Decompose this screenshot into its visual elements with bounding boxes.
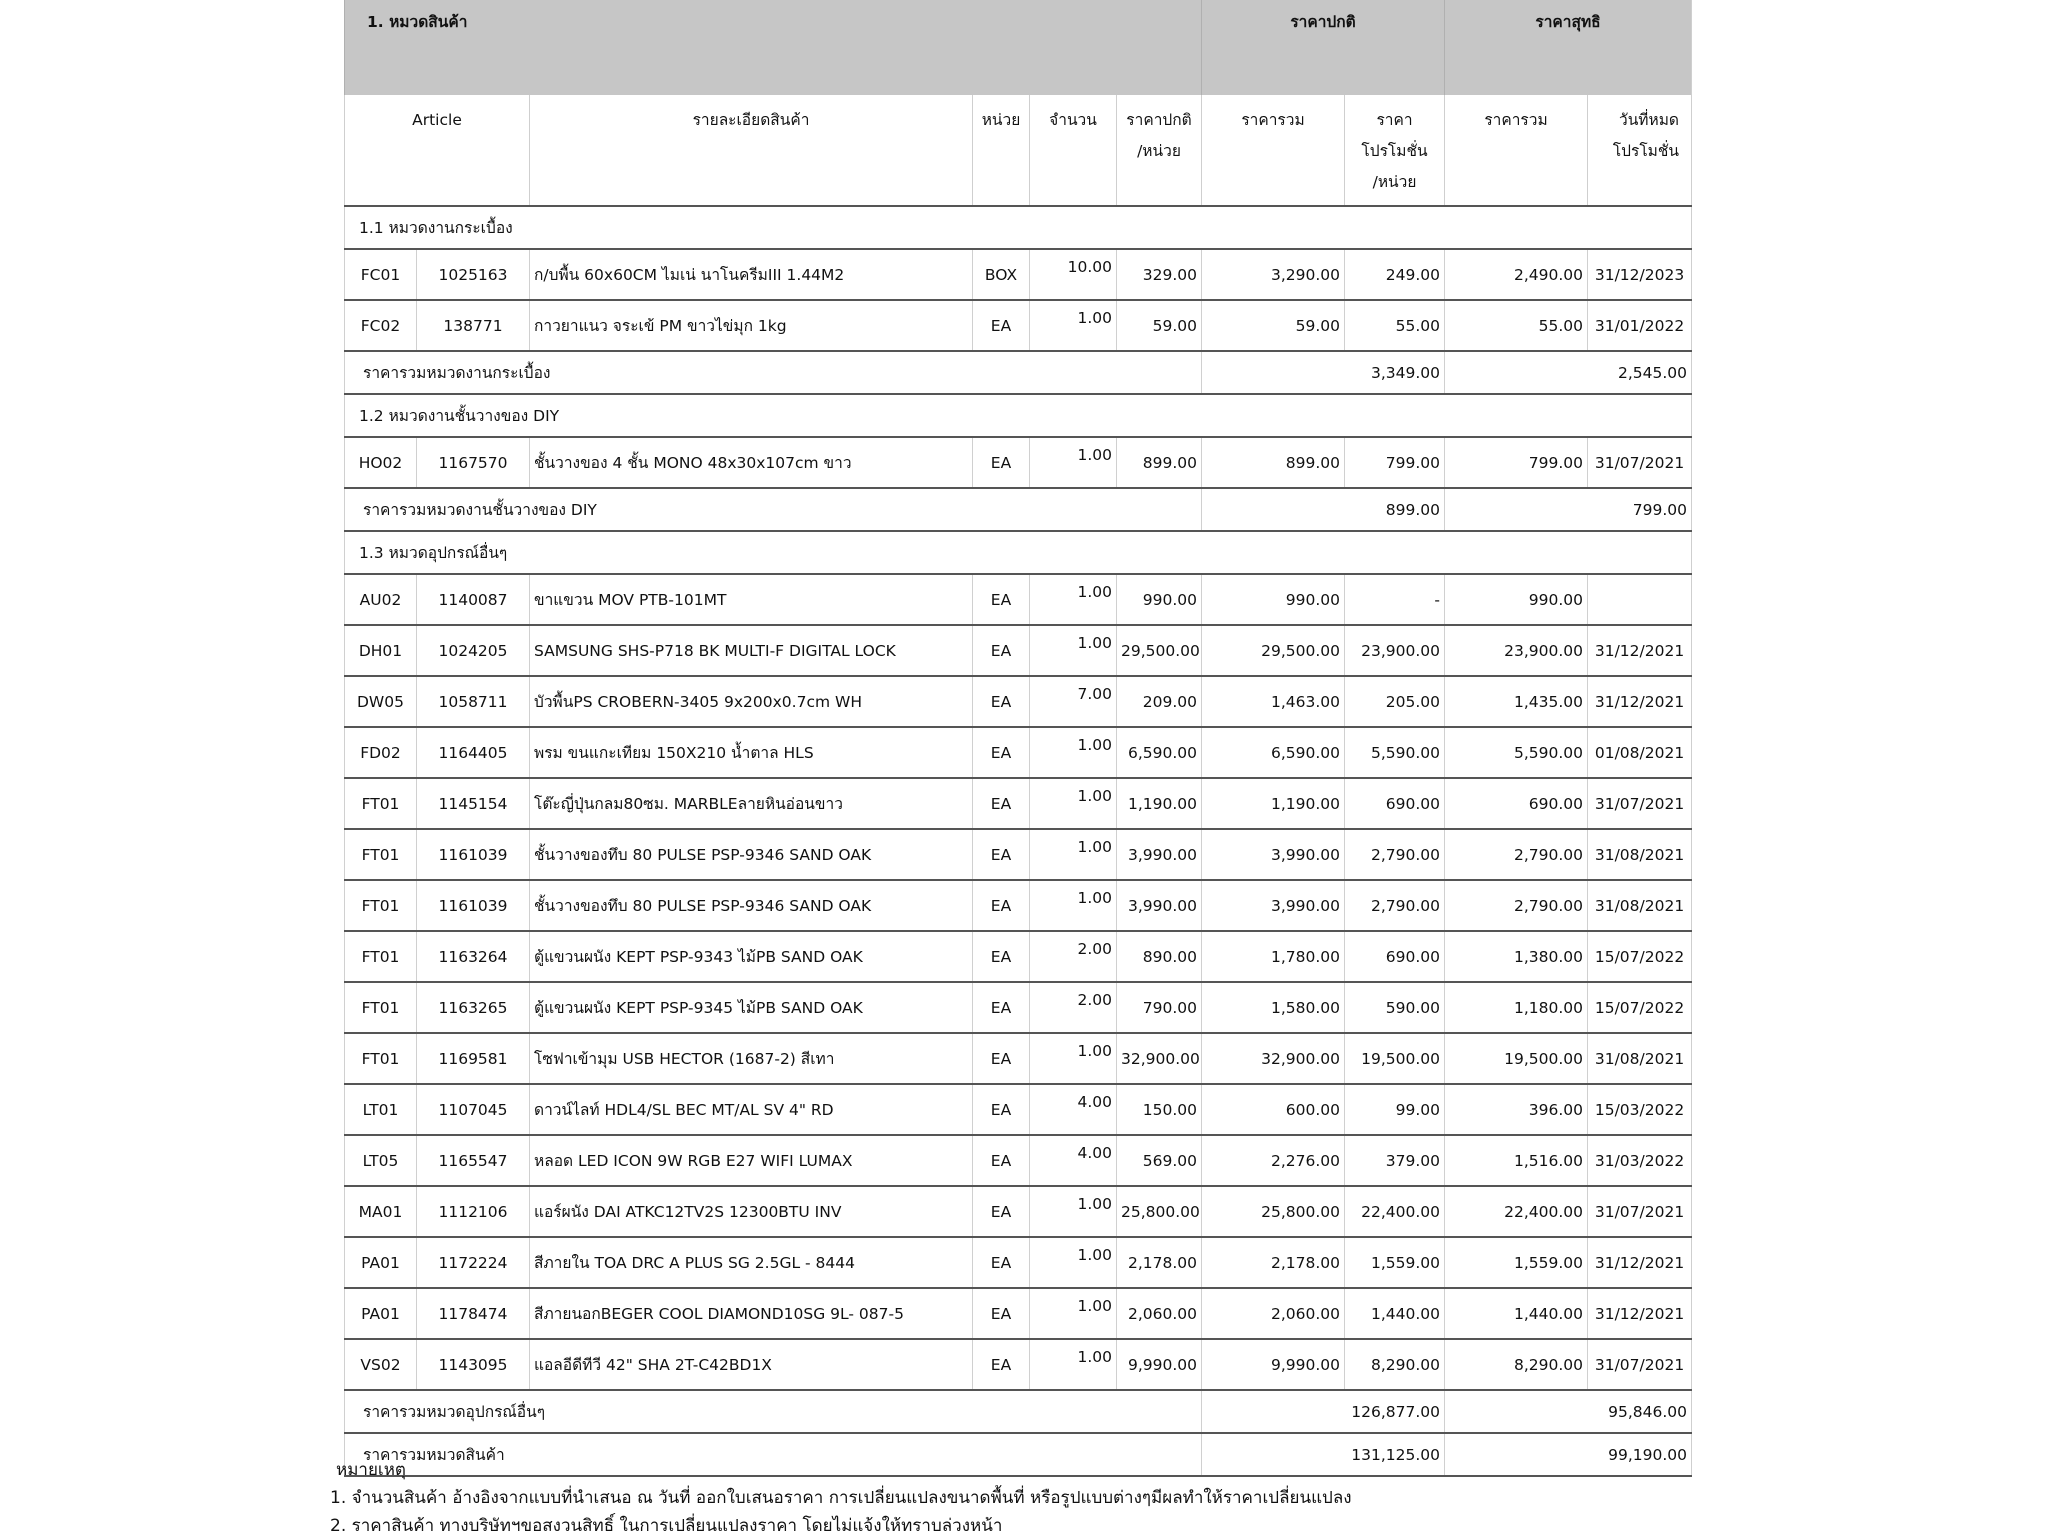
article-column-header: Article (345, 95, 530, 206)
item-total: 29,500.00 (1202, 625, 1345, 676)
item-article: 1164405 (417, 727, 530, 778)
item-description: ชั้นวางของทึบ 80 PULSE PSP-9346 SAND OAK (530, 829, 973, 880)
item-total: 9,990.00 (1202, 1339, 1345, 1390)
item-quantity: 1.00 (1030, 1237, 1117, 1288)
item-unit: EA (973, 625, 1030, 676)
item-code: FC02 (345, 300, 417, 351)
item-description: พรม ขนแกะเทียม 150X210 น้ำตาล HLS (530, 727, 973, 778)
table-header-columns (345, 95, 1692, 206)
item-article: 1161039 (417, 880, 530, 931)
item-article: 1024205 (417, 625, 530, 676)
item-promo-expiry: 31/12/2021 (1588, 1237, 1692, 1288)
item-unit: EA (973, 727, 1030, 778)
net-total-column-header: ราคารวม (1445, 95, 1588, 206)
item-promo-price: 99.00 (1345, 1084, 1445, 1135)
table-row (345, 1186, 1692, 1237)
item-unit: EA (973, 437, 1030, 488)
item-quantity: 4.00 (1030, 1084, 1117, 1135)
item-total: 1,780.00 (1202, 931, 1345, 982)
item-total: 3,990.00 (1202, 829, 1345, 880)
item-quantity: 1.00 (1030, 437, 1117, 488)
remarks-section (330, 1456, 1352, 1540)
grand-total-net: 99,190.00 (1445, 1433, 1692, 1476)
item-total: 25,800.00 (1202, 1186, 1345, 1237)
item-net-total: 5,590.00 (1445, 727, 1588, 778)
item-code: FT01 (345, 931, 417, 982)
item-unit-price: 3,990.00 (1117, 880, 1202, 931)
item-description: ขาแขวน MOV PTB-101MT (530, 574, 973, 625)
item-promo-expiry: 01/08/2021 (1588, 727, 1692, 778)
item-unit-price: 790.00 (1117, 982, 1202, 1033)
item-unit: EA (973, 1186, 1030, 1237)
section-header-row (345, 394, 1692, 437)
item-article: 138771 (417, 300, 530, 351)
item-promo-expiry (1588, 574, 1692, 625)
item-promo-price: 690.00 (1345, 778, 1445, 829)
item-total: 1,190.00 (1202, 778, 1345, 829)
item-quantity: 1.00 (1030, 727, 1117, 778)
subtotal-normal: 899.00 (1202, 488, 1445, 531)
item-unit-price: 890.00 (1117, 931, 1202, 982)
section-header-row (345, 206, 1692, 249)
table-row (345, 437, 1692, 488)
item-unit-price: 29,500.00 (1117, 625, 1202, 676)
item-article: 1140087 (417, 574, 530, 625)
item-quantity: 1.00 (1030, 625, 1117, 676)
item-description: สีภายใน TOA DRC A PLUS SG 2.5GL - 8444 (530, 1237, 973, 1288)
item-total: 1,580.00 (1202, 982, 1345, 1033)
item-promo-expiry: 31/12/2021 (1588, 625, 1692, 676)
item-article: 1165547 (417, 1135, 530, 1186)
item-description: แอลอีดีทีวี 42" SHA 2T-C42BD1X (530, 1339, 973, 1390)
item-promo-price: 2,790.00 (1345, 829, 1445, 880)
subtotal-normal: 3,349.00 (1202, 351, 1445, 394)
grand-total-label: ราคารวมหมวดสินค้า (345, 1433, 1202, 1476)
item-unit-price: 569.00 (1117, 1135, 1202, 1186)
item-code: DW05 (345, 676, 417, 727)
normal-price-group-header: ราคาปกติ (1202, 0, 1445, 95)
item-quantity: 2.00 (1030, 931, 1117, 982)
item-promo-expiry: 31/07/2021 (1588, 1339, 1692, 1390)
item-promo-expiry: 15/07/2022 (1588, 982, 1692, 1033)
item-promo-expiry: 31/12/2021 (1588, 1288, 1692, 1339)
item-unit: EA (973, 574, 1030, 625)
item-unit-price: 2,060.00 (1117, 1288, 1202, 1339)
net-price-group-header: ราคาสุทธิ (1445, 0, 1692, 95)
item-article: 1178474 (417, 1288, 530, 1339)
item-net-total: 2,790.00 (1445, 829, 1588, 880)
item-promo-price: 690.00 (1345, 931, 1445, 982)
item-total: 3,990.00 (1202, 880, 1345, 931)
item-unit: BOX (973, 249, 1030, 300)
quotation-table (344, 0, 1692, 1477)
item-quantity: 1.00 (1030, 1186, 1117, 1237)
item-total: 990.00 (1202, 574, 1345, 625)
item-unit-price: 25,800.00 (1117, 1186, 1202, 1237)
item-description: ตู้แขวนผนัง KEPT PSP-9343 ไม้PB SAND OAK (530, 931, 973, 982)
item-net-total: 990.00 (1445, 574, 1588, 625)
promo-header-line1: ราคา (1376, 111, 1413, 129)
item-article: 1112106 (417, 1186, 530, 1237)
table-row (345, 625, 1692, 676)
item-total: 899.00 (1202, 437, 1345, 488)
item-quantity: 2.00 (1030, 982, 1117, 1033)
table-row (345, 778, 1692, 829)
subtotal-label: ราคารวมหมวดอุปกรณ์อื่นๆ (345, 1390, 1202, 1433)
item-article: 1172224 (417, 1237, 530, 1288)
item-unit: EA (973, 1084, 1030, 1135)
item-quantity: 1.00 (1030, 300, 1117, 351)
expiry-header-line1: วันที่หมด (1618, 111, 1680, 129)
item-article: 1163264 (417, 931, 530, 982)
item-quantity: 1.00 (1030, 829, 1117, 880)
item-article: 1167570 (417, 437, 530, 488)
table-row (345, 249, 1692, 300)
table-row (345, 829, 1692, 880)
item-unit: EA (973, 676, 1030, 727)
item-unit-price: 9,990.00 (1117, 1339, 1202, 1390)
item-promo-expiry: 31/07/2021 (1588, 437, 1692, 488)
item-unit: EA (973, 931, 1030, 982)
item-quantity: 1.00 (1030, 1288, 1117, 1339)
item-article: 1058711 (417, 676, 530, 727)
category-header: 1. หมวดสินค้า (345, 0, 1202, 95)
item-quantity: 4.00 (1030, 1135, 1117, 1186)
item-quantity: 1.00 (1030, 1339, 1117, 1390)
item-article: 1025163 (417, 249, 530, 300)
item-promo-price: 799.00 (1345, 437, 1445, 488)
item-unit-price: 990.00 (1117, 574, 1202, 625)
table-row (345, 1237, 1692, 1288)
item-quantity: 7.00 (1030, 676, 1117, 727)
item-net-total: 8,290.00 (1445, 1339, 1588, 1390)
item-total: 1,463.00 (1202, 676, 1345, 727)
item-promo-expiry: 31/07/2021 (1588, 1186, 1692, 1237)
item-promo-price: 249.00 (1345, 249, 1445, 300)
item-promo-expiry: 31/08/2021 (1588, 829, 1692, 880)
item-total: 2,060.00 (1202, 1288, 1345, 1339)
item-net-total: 1,180.00 (1445, 982, 1588, 1033)
subtotal-label: ราคารวมหมวดงานกระเบื้อง (345, 351, 1202, 394)
section-subtotal-row (345, 351, 1692, 394)
item-unit: EA (973, 1135, 1030, 1186)
item-promo-expiry: 31/03/2022 (1588, 1135, 1692, 1186)
item-quantity: 1.00 (1030, 778, 1117, 829)
item-code: FT01 (345, 829, 417, 880)
item-promo-price: 23,900.00 (1345, 625, 1445, 676)
item-unit-price: 59.00 (1117, 300, 1202, 351)
item-promo-expiry: 31/12/2023 (1588, 249, 1692, 300)
item-net-total: 1,440.00 (1445, 1288, 1588, 1339)
item-promo-expiry: 31/01/2022 (1588, 300, 1692, 351)
item-net-total: 1,516.00 (1445, 1135, 1588, 1186)
table-row (345, 574, 1692, 625)
item-net-total: 22,400.00 (1445, 1186, 1588, 1237)
item-unit: EA (973, 1033, 1030, 1084)
item-total: 32,900.00 (1202, 1033, 1345, 1084)
item-promo-price: 19,500.00 (1345, 1033, 1445, 1084)
item-description: ก/บพื้น 60x60CM ไมเน่ นาโนครีมIII 1.44M2 (530, 249, 973, 300)
item-code: HO02 (345, 437, 417, 488)
item-description: แอร์ผนัง DAI ATKC12TV2S 12300BTU INV (530, 1186, 973, 1237)
item-code: FT01 (345, 880, 417, 931)
item-total: 3,290.00 (1202, 249, 1345, 300)
item-promo-price: - (1345, 574, 1445, 625)
subtotal-net: 2,545.00 (1445, 351, 1692, 394)
item-promo-expiry: 31/12/2021 (1588, 676, 1692, 727)
item-unit: EA (973, 778, 1030, 829)
item-promo-price: 1,440.00 (1345, 1288, 1445, 1339)
section-subtotal-row (345, 1390, 1692, 1433)
item-total: 600.00 (1202, 1084, 1345, 1135)
item-unit-price: 32,900.00 (1117, 1033, 1202, 1084)
item-promo-expiry: 31/08/2021 (1588, 880, 1692, 931)
item-promo-expiry: 31/07/2021 (1588, 778, 1692, 829)
section-title: 1.2 หมวดงานชั้นวางของ DIY (345, 394, 1692, 437)
item-net-total: 799.00 (1445, 437, 1588, 488)
item-unit-price: 150.00 (1117, 1084, 1202, 1135)
item-description: ชั้นวางของทึบ 80 PULSE PSP-9346 SAND OAK (530, 880, 973, 931)
item-quantity: 10.00 (1030, 249, 1117, 300)
item-unit-price: 899.00 (1117, 437, 1202, 488)
total-column-header: ราคารวม (1202, 95, 1345, 206)
item-description: SAMSUNG SHS-P718 BK MULTI-F DIGITAL LOCK (530, 625, 973, 676)
section-header-row (345, 531, 1692, 574)
item-unit-price: 3,990.00 (1117, 829, 1202, 880)
item-total: 59.00 (1202, 300, 1345, 351)
grand-total-normal: 131,125.00 (1202, 1433, 1445, 1476)
item-quantity: 1.00 (1030, 1033, 1117, 1084)
item-unit: EA (973, 1237, 1030, 1288)
item-net-total: 55.00 (1445, 300, 1588, 351)
item-promo-expiry: 15/03/2022 (1588, 1084, 1692, 1135)
promo-header-line2: โปรโมชั่น (1361, 142, 1428, 160)
item-unit-price: 329.00 (1117, 249, 1202, 300)
item-description: ดาวน์ไลท์ HDL4/SL BEC MT/AL SV 4" RD (530, 1084, 973, 1135)
item-unit: EA (973, 1339, 1030, 1390)
item-net-total: 1,380.00 (1445, 931, 1588, 982)
subtotal-normal: 126,877.00 (1202, 1390, 1445, 1433)
section-subtotal-row (345, 488, 1692, 531)
item-net-total: 1,435.00 (1445, 676, 1588, 727)
item-total: 6,590.00 (1202, 727, 1345, 778)
item-unit: EA (973, 880, 1030, 931)
table-row (345, 1135, 1692, 1186)
item-promo-price: 8,290.00 (1345, 1339, 1445, 1390)
item-promo-expiry: 31/08/2021 (1588, 1033, 1692, 1084)
table-row (345, 982, 1692, 1033)
subtotal-net: 799.00 (1445, 488, 1692, 531)
quantity-column-header: จำนวน (1030, 95, 1117, 206)
item-unit-price: 2,178.00 (1117, 1237, 1202, 1288)
table-row (345, 1084, 1692, 1135)
subtotal-label: ราคารวมหมวดงานชั้นวางของ DIY (345, 488, 1202, 531)
item-code: FT01 (345, 982, 417, 1033)
item-unit-price: 6,590.00 (1117, 727, 1202, 778)
description-column-header: รายละเอียดสินค้า (530, 95, 973, 206)
item-promo-price: 590.00 (1345, 982, 1445, 1033)
unit-price-column-header (1117, 95, 1202, 206)
promo-expiry-column-header (1588, 95, 1692, 206)
table-header-top (345, 0, 1692, 95)
item-promo-price: 1,559.00 (1345, 1237, 1445, 1288)
item-code: PA01 (345, 1288, 417, 1339)
table-row (345, 1033, 1692, 1084)
item-net-total: 19,500.00 (1445, 1033, 1588, 1084)
item-quantity: 1.00 (1030, 574, 1117, 625)
item-unit-price: 209.00 (1117, 676, 1202, 727)
unit-price-header-line1: ราคาปกติ (1126, 111, 1192, 129)
item-promo-expiry: 15/07/2022 (1588, 931, 1692, 982)
subtotal-net: 95,846.00 (1445, 1390, 1692, 1433)
table-row (345, 1288, 1692, 1339)
item-description: สีภายนอกBEGER COOL DIAMOND10SG 9L- 087-5 (530, 1288, 973, 1339)
unit-price-header-line2: /หน่วย (1137, 142, 1181, 160)
remark-line: 2. ราคาสินค้า ทางบริษัทฯขอสงวนสิทธิ์ ในการเปลี่ยนแปลงราคา โดยไม่แจ้งให้ทราบล่วงหน้า (330, 1516, 1003, 1536)
remark-line: 1. จำนวนสินค้า อ้างอิงจากแบบที่นำเสนอ ณ วันที่ ออกใบเสนอราคา การเปลี่ยนแปลงขนาดพื้นที่ หรือรูปแบบต่างๆมีผลทำให้ราคาเปลี่ยนแปลง (330, 1488, 1352, 1508)
item-unit: EA (973, 300, 1030, 351)
table-row (345, 300, 1692, 351)
item-code: AU02 (345, 574, 417, 625)
item-unit: EA (973, 829, 1030, 880)
item-net-total: 1,559.00 (1445, 1237, 1588, 1288)
item-promo-price: 2,790.00 (1345, 880, 1445, 931)
item-code: FD02 (345, 727, 417, 778)
item-net-total: 2,790.00 (1445, 880, 1588, 931)
item-article: 1161039 (417, 829, 530, 880)
table-row (345, 676, 1692, 727)
item-promo-price: 379.00 (1345, 1135, 1445, 1186)
table-row (345, 880, 1692, 931)
item-promo-price: 55.00 (1345, 300, 1445, 351)
item-code: FC01 (345, 249, 417, 300)
item-total: 2,276.00 (1202, 1135, 1345, 1186)
item-code: PA01 (345, 1237, 417, 1288)
item-code: DH01 (345, 625, 417, 676)
item-promo-price: 205.00 (1345, 676, 1445, 727)
item-code: VS02 (345, 1339, 417, 1390)
item-article: 1143095 (417, 1339, 530, 1390)
section-title: 1.1 หมวดงานกระเบื้อง (345, 206, 1692, 249)
item-code: FT01 (345, 1033, 417, 1084)
table-row (345, 1339, 1692, 1390)
unit-column-header: หน่วย (973, 95, 1030, 206)
item-quantity: 1.00 (1030, 880, 1117, 931)
table-row (345, 931, 1692, 982)
item-code: LT05 (345, 1135, 417, 1186)
item-code: MA01 (345, 1186, 417, 1237)
item-unit: EA (973, 1288, 1030, 1339)
item-description: โซฟาเข้ามุม USB HECTOR (1687-2) สีเทา (530, 1033, 973, 1084)
item-unit-price: 1,190.00 (1117, 778, 1202, 829)
item-net-total: 690.00 (1445, 778, 1588, 829)
table-row (345, 727, 1692, 778)
item-description: หลอด LED ICON 9W RGB E27 WIFI LUMAX (530, 1135, 973, 1186)
item-promo-price: 22,400.00 (1345, 1186, 1445, 1237)
section-title: 1.3 หมวดอุปกรณ์อื่นๆ (345, 531, 1692, 574)
item-article: 1169581 (417, 1033, 530, 1084)
item-code: LT01 (345, 1084, 417, 1135)
expiry-header-line2: โปรโมชั่น (1612, 142, 1680, 160)
item-unit: EA (973, 982, 1030, 1033)
item-description: ตู้แขวนผนัง KEPT PSP-9345 ไม้PB SAND OAK (530, 982, 973, 1033)
item-net-total: 396.00 (1445, 1084, 1588, 1135)
promo-price-column-header (1345, 95, 1445, 206)
promo-header-line3: /หน่วย (1372, 173, 1417, 191)
item-description: โต๊ะญี่ปุ่นกลม80ซม. MARBLEลายหินอ่อนขาว (530, 778, 973, 829)
item-total: 2,178.00 (1202, 1237, 1345, 1288)
item-code: FT01 (345, 778, 417, 829)
item-description: บัวพื้นPS CROBERN-3405 9x200x0.7cm WH (530, 676, 973, 727)
item-description: ชั้นวางของ 4 ชั้น MONO 48x30x107cm ขาว (530, 437, 973, 488)
item-description: กาวยาแนว จระเข้ PM ขาวไข่มุก 1kg (530, 300, 973, 351)
item-net-total: 23,900.00 (1445, 625, 1588, 676)
item-promo-price: 5,590.00 (1345, 727, 1445, 778)
item-article: 1145154 (417, 778, 530, 829)
item-article: 1163265 (417, 982, 530, 1033)
item-net-total: 2,490.00 (1445, 249, 1588, 300)
item-article: 1107045 (417, 1084, 530, 1135)
remarks-title: หมายเหตุ (336, 1460, 406, 1480)
